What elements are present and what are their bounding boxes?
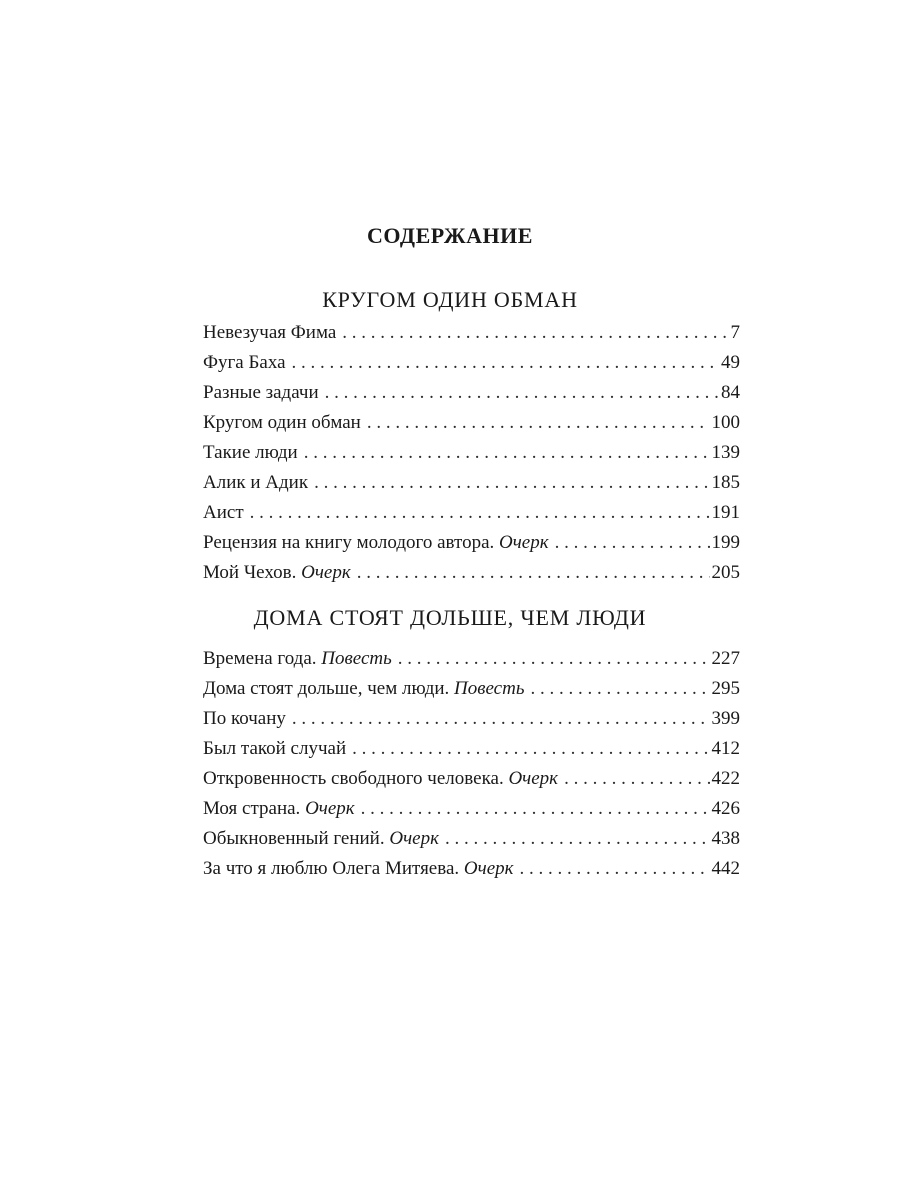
toc-entry-text bbox=[203, 854, 514, 884]
toc-entry-title: Мой Чехов. bbox=[203, 562, 302, 583]
toc-entry-text bbox=[203, 704, 286, 734]
toc-entry-title: Фуга Баха bbox=[203, 352, 286, 373]
dot-leader bbox=[555, 528, 710, 558]
toc-entry-text bbox=[203, 644, 392, 674]
toc-entry bbox=[203, 498, 740, 528]
toc-entry bbox=[203, 854, 740, 884]
toc-entry-title: Был такой случай bbox=[203, 738, 347, 759]
toc-entry bbox=[203, 438, 740, 468]
toc-entry-text bbox=[203, 468, 308, 498]
toc-entry bbox=[203, 468, 740, 498]
toc-entry-genre: Очерк bbox=[301, 562, 351, 583]
toc-entry bbox=[203, 318, 740, 348]
toc-entry-text bbox=[203, 378, 319, 408]
toc-entry bbox=[203, 734, 740, 764]
toc-entry-text bbox=[203, 498, 244, 528]
toc-entry-page-number: 442 bbox=[711, 858, 740, 879]
toc-entry-title: Такие люди bbox=[203, 442, 298, 463]
toc-entry-page-number: 412 bbox=[711, 738, 740, 759]
toc-entry-genre: Очерк bbox=[305, 798, 355, 819]
toc-entry-genre: Повесть bbox=[321, 648, 392, 669]
toc-entry-page-number: 227 bbox=[711, 648, 740, 669]
dot-leader bbox=[530, 674, 709, 704]
dot-leader bbox=[352, 734, 709, 764]
dot-leader bbox=[325, 378, 719, 408]
page-title: СОДЕРЖАНИЕ bbox=[367, 223, 533, 248]
dot-leader bbox=[564, 764, 709, 794]
toc-entry-genre: Очерк bbox=[389, 828, 439, 849]
toc-entry-text bbox=[203, 348, 286, 378]
toc-entry-page-number: 295 bbox=[711, 678, 740, 699]
toc-entry-text bbox=[203, 764, 558, 794]
toc-entry bbox=[203, 644, 740, 674]
toc-entry-page-number: 438 bbox=[711, 828, 740, 849]
dot-leader bbox=[304, 438, 710, 468]
toc-entry bbox=[203, 824, 740, 854]
toc-entry-genre: Очерк bbox=[463, 858, 514, 879]
toc-entry-page-number: 422 bbox=[711, 768, 740, 789]
toc-entry bbox=[203, 378, 740, 408]
toc-entry bbox=[203, 348, 740, 378]
toc-entry bbox=[203, 764, 740, 794]
toc-entry-text bbox=[203, 558, 351, 588]
toc-entry-page-number: 84 bbox=[721, 382, 740, 403]
toc-entry bbox=[203, 558, 740, 588]
toc-entry-page-number: 205 bbox=[711, 562, 740, 583]
toc-entry-text bbox=[203, 674, 524, 704]
toc-entry bbox=[203, 674, 740, 704]
toc-entry-text bbox=[203, 794, 355, 824]
toc-entry bbox=[203, 704, 740, 734]
toc-entry-text bbox=[203, 318, 336, 348]
toc-entry-page-number: 139 bbox=[711, 442, 740, 463]
toc-entry-title: Дома стоят дольше, чем люди. bbox=[203, 678, 455, 699]
dot-leader bbox=[292, 704, 710, 734]
toc-entry-title: Моя страна. bbox=[203, 798, 306, 819]
toc-entry-page-number: 49 bbox=[721, 352, 740, 373]
toc-entry-text bbox=[203, 528, 549, 558]
toc-entry-title: Алик и Адик bbox=[203, 472, 309, 493]
toc-entry-text bbox=[203, 438, 298, 468]
toc-entry-title: Откровенность свободного человека. bbox=[203, 768, 509, 789]
dot-leader bbox=[520, 854, 710, 884]
toc-entry-text bbox=[203, 408, 361, 438]
dot-leader bbox=[250, 498, 710, 528]
dot-leader bbox=[357, 558, 710, 588]
toc-entry bbox=[203, 794, 740, 824]
toc-entry-genre: Повесть bbox=[454, 678, 525, 699]
toc-entry-title: За что я люблю Олега Митяева. bbox=[203, 858, 464, 879]
toc-entry-title: Времена года. bbox=[203, 648, 322, 669]
toc-entry-page-number: 426 bbox=[711, 798, 740, 819]
toc-list bbox=[203, 318, 740, 588]
toc-entry-page-number: 185 bbox=[711, 472, 740, 493]
toc-entry-title: Кругом один обман bbox=[203, 412, 361, 433]
toc-entry-page-number: 199 bbox=[711, 532, 740, 553]
dot-leader bbox=[445, 824, 710, 854]
toc-entry-page-number: 399 bbox=[711, 708, 740, 729]
dot-leader bbox=[314, 468, 709, 498]
toc-entry-page-number: 100 bbox=[711, 412, 740, 433]
toc-entry-title: По кочану bbox=[203, 708, 286, 729]
toc-entry bbox=[203, 528, 740, 558]
dot-leader bbox=[361, 794, 710, 824]
toc-entry-text bbox=[203, 734, 346, 764]
dot-leader bbox=[342, 318, 728, 348]
dot-leader bbox=[292, 348, 719, 378]
dot-leader bbox=[367, 408, 710, 438]
toc-entry-title: Аист bbox=[203, 502, 244, 523]
toc-entry-title: Невезучая Фима bbox=[203, 322, 337, 343]
toc-entry-title: Разные задачи bbox=[203, 382, 319, 403]
toc-entry-page-number: 191 bbox=[711, 502, 740, 523]
toc-entry-title: Рецензия на книгу молодого автора. bbox=[203, 532, 500, 553]
section-title: КРУГОМ ОДИН ОБМАН bbox=[322, 287, 578, 312]
section-title: ДОМА СТОЯТ ДОЛЬШЕ, ЧЕМ ЛЮДИ bbox=[253, 605, 647, 630]
toc-entry-title: Обыкновенный гений. bbox=[203, 828, 390, 849]
toc-entry-text bbox=[203, 824, 439, 854]
toc-entry-genre: Очерк bbox=[499, 532, 549, 553]
toc-list bbox=[203, 644, 740, 884]
toc-entry bbox=[203, 408, 740, 438]
toc-entry-genre: Очерк bbox=[508, 768, 559, 789]
dot-leader bbox=[398, 644, 710, 674]
toc-entry-page-number: 7 bbox=[730, 322, 740, 343]
